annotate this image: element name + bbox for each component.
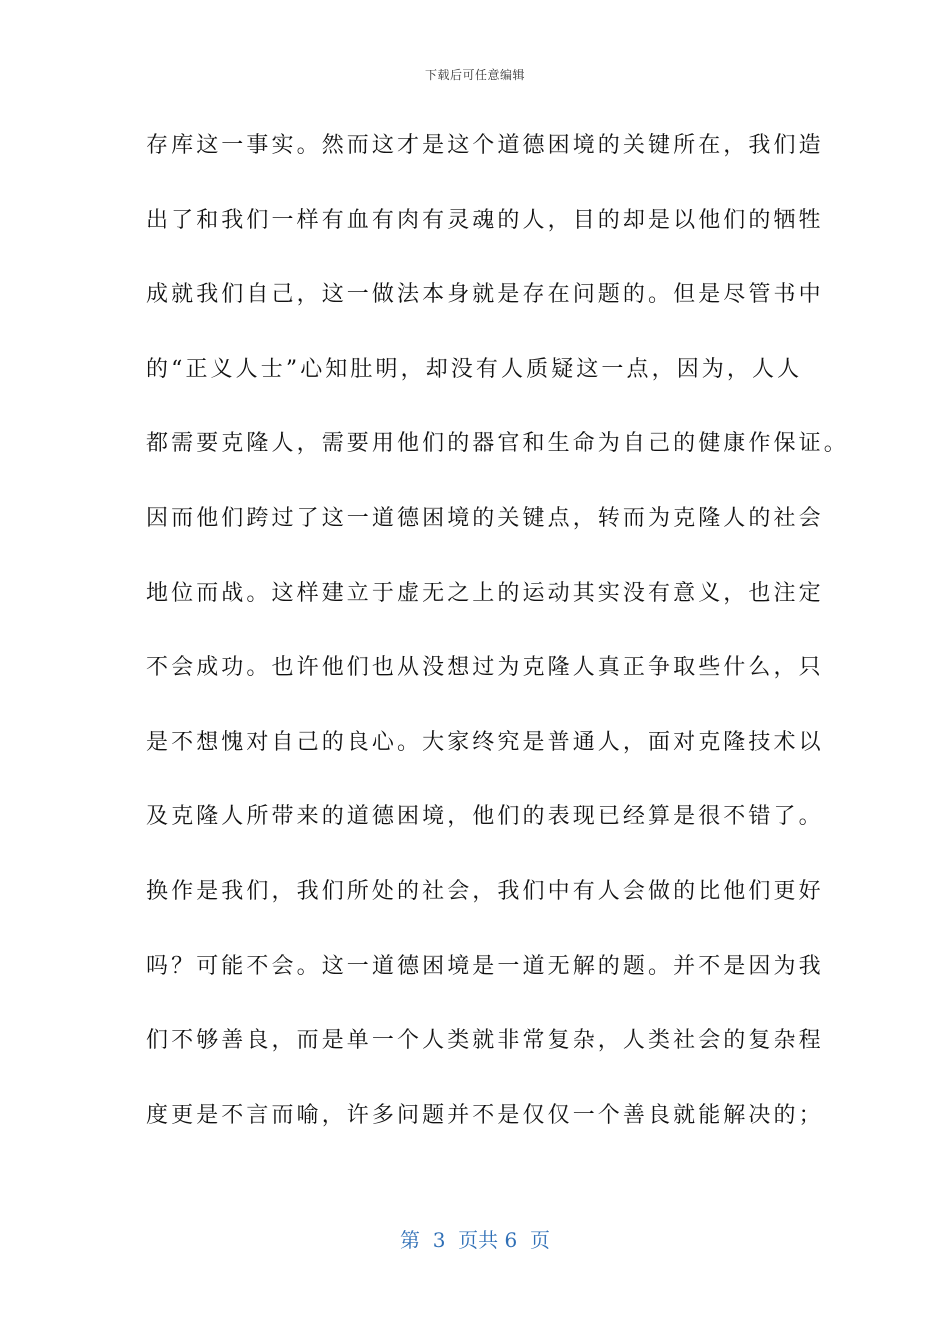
body-line: 换作是我们，我们所处的社会，我们中有人会做的比他们更好 [146, 878, 824, 904]
body-line: 出了和我们一样有血有肉有灵魂的人，目的却是以他们的牺牲 [146, 207, 824, 233]
body-line: 及克隆人所带来的道德困境，他们的表现已经算是很不错了。 [146, 804, 824, 830]
body-line: 地位而战。这样建立于虚无之上的运动其实没有意义，也注定 [146, 580, 824, 606]
body-line: 是不想愧对自己的良心。大家终究是普通人，面对克隆技术以 [146, 729, 824, 755]
body-line: 存库这一事实。然而这才是这个道德困境的关键所在，我们造 [146, 133, 824, 158]
body-line: 们不够善良，而是单一个人类就非常复杂，人类社会的复杂程 [146, 1028, 824, 1054]
page-header: 下载后可任意编辑 [424, 68, 525, 82]
document-body [146, 118, 849, 1162]
body-line: 成就我们自己，这一做法本身就是存在问题的。但是尽管书中 [146, 282, 824, 308]
body-line: 吗？可能不会。这一道德困境是一道无解的题。并不是因为我 [146, 953, 824, 979]
body-line: 都需要克隆人，需要用他们的器官和生命为自己的健康作保证。 [146, 431, 849, 457]
body-line: 度更是不言而喻，许多问题并不是仅仅一个善良就能解决的； [146, 1102, 824, 1128]
body-line: 因而他们跨过了这一道德困境的关键点，转而为克隆人的社会 [146, 505, 824, 531]
body-line: 的“正义人士”心知肚明，却没有人质疑这一点，因为，人人 [146, 356, 803, 382]
page-number-footer: 第 3 页共 6 页 [400, 1228, 550, 1252]
body-line: 不会成功。也许他们也从没想过为克隆人真正争取些什么，只 [146, 655, 824, 681]
